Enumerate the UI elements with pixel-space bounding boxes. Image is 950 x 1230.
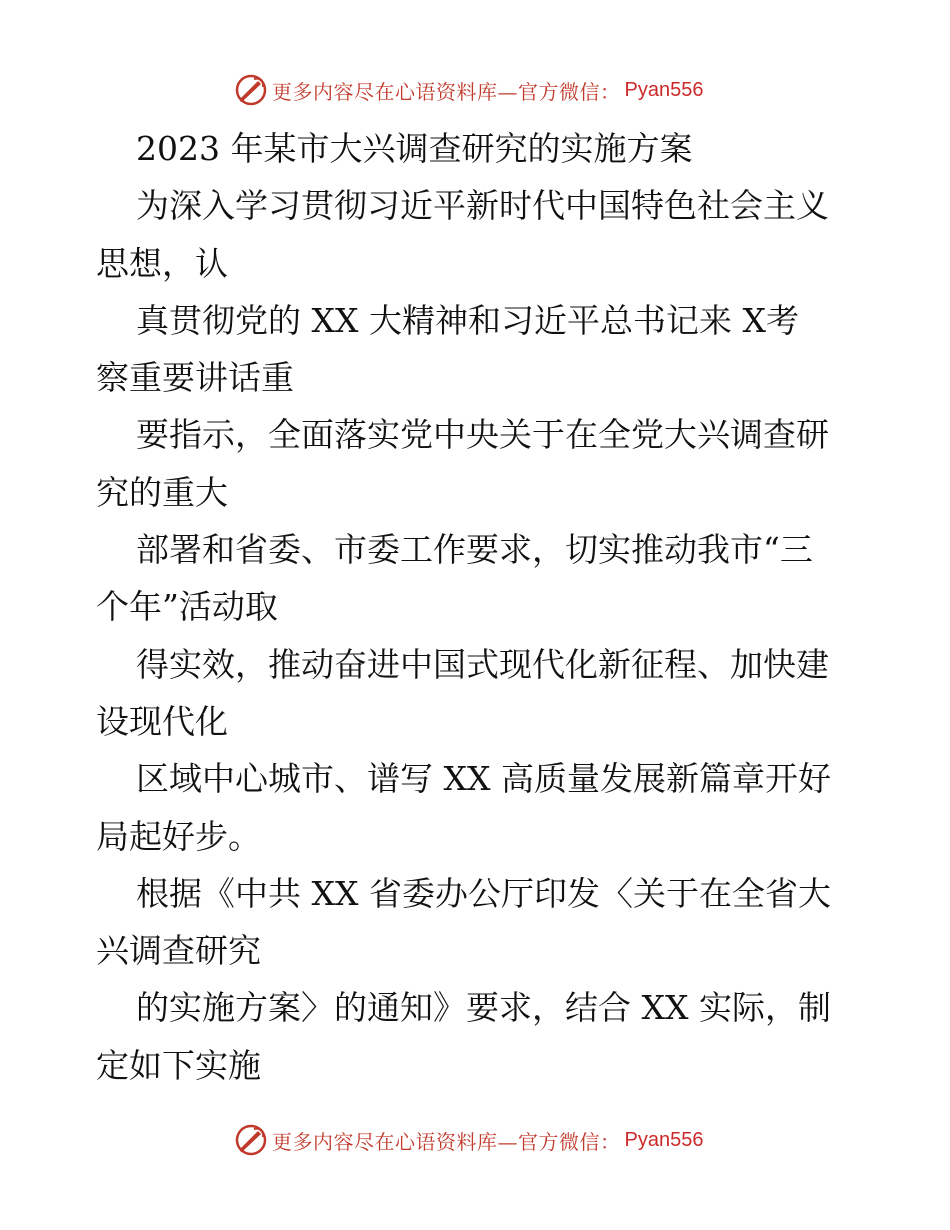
quill-pen-seal-icon [234, 73, 268, 107]
text-line: 究的重大 [96, 472, 228, 512]
text-line: 察重要讲话重 [96, 358, 294, 398]
text-line: 个年”活动取 [96, 587, 278, 627]
text-line: 得实效，推动奋进中国式现代化新征程、加快建 [136, 644, 829, 684]
header-banner [234, 72, 703, 108]
text-line: 要指示，全面落实党中央关于在全党大兴调查研 [136, 415, 829, 455]
text-line: 思想，认 [96, 243, 228, 283]
banner-contact: Pyan556 [624, 78, 704, 101]
banner-text: 更多内容尽在心语资料库—官方微信： [272, 1129, 621, 1154]
text-line: 为深入学习贯彻习近平新时代中国特色社会主义 [136, 186, 829, 226]
text-line: 兴调查研究 [96, 931, 261, 971]
banner-text: 更多内容尽在心语资料库—官方微信： [272, 79, 621, 104]
text-line: 区域中心城市、谱写 XX 高质量发展新篇章开好 [136, 759, 831, 799]
quill-pen-seal-icon [234, 1123, 268, 1157]
text-line: 的实施方案〉的通知》要求，结合 XX 实际，制 [136, 988, 831, 1028]
document-title: 2023 年某市大兴调查研究的实施方案 [136, 129, 693, 168]
text-line: 定如下实施 [96, 1045, 261, 1085]
text-line: 部署和省委、市委工作要求，切实推动我市“三 [136, 530, 813, 570]
text-line: 真贯彻党的 XX 大精神和习近平总书记来 X考 [136, 300, 799, 340]
text-line: 根据《中共 XX 省委办公厅印发〈关于在全省大 [136, 873, 831, 913]
document-body [96, 120, 856, 1094]
text-line: 局起好步。 [96, 816, 261, 856]
banner-contact: Pyan556 [624, 1128, 704, 1151]
text-line: 设现代化 [96, 701, 228, 741]
footer-banner [234, 1122, 703, 1158]
